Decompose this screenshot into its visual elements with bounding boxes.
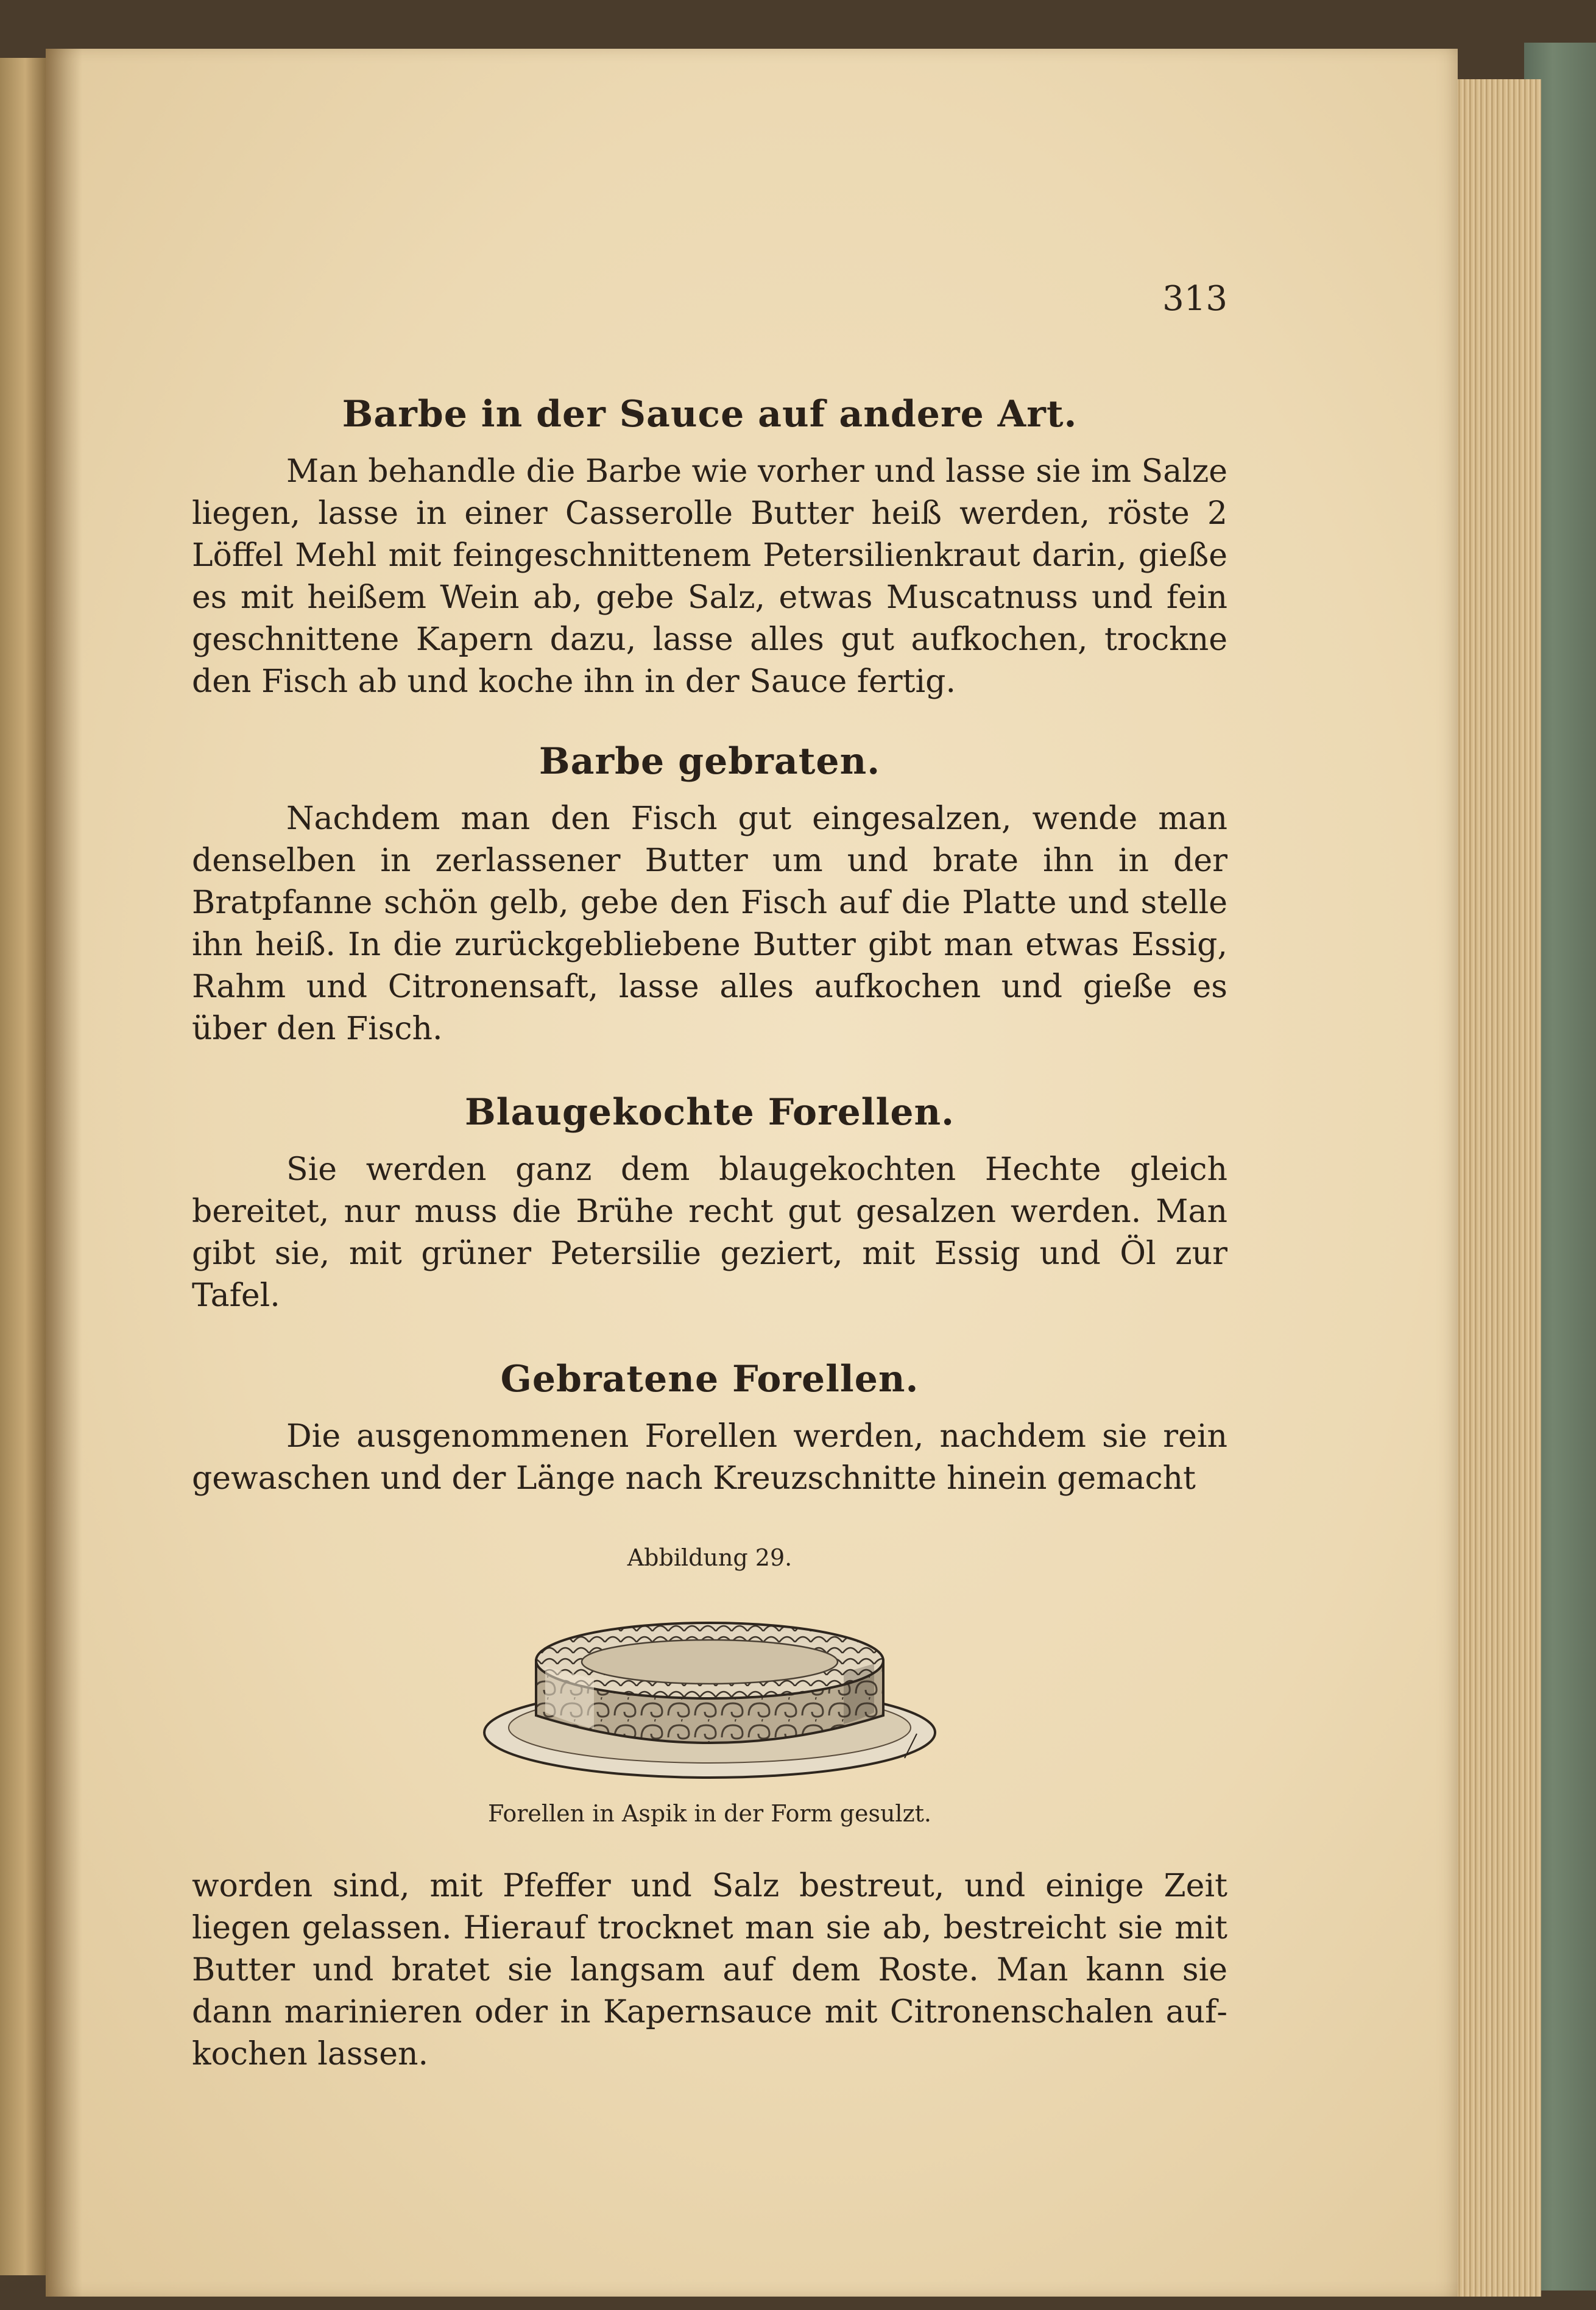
previous-page-edge — [0, 58, 46, 2275]
section-body: Die ausgenommenen Forellen werden, nachdem sie rein gewaschen und der Länge nach Kreuzschnitte hinein gemacht — [192, 1418, 1227, 1497]
page-gutter — [46, 49, 82, 2297]
page-number: 313 — [1162, 279, 1227, 319]
figure-label: Abbildung 29. — [627, 1544, 793, 1571]
section-heading: Gebratene Forellen. — [500, 1358, 919, 1400]
section-body: Man behandle die Barbe wie vorher und lasse sie im Salze liegen, lasse in einer Casserolle Butter heiß werden, röste 2 Löffel Mehl mit feingeschnittenem Petersilienkraut darin, gieße es mit heißem Wein ab, gebe Salz, etwas Muscatnuss und fein geschnittene Kapern dazu, lasse alles gut aufkochen, trockne den Fisch ab und koche ihn in der Sauce fertig. — [192, 453, 1227, 700]
book-page — [46, 49, 1458, 2297]
figure — [192, 1542, 1227, 1829]
page-text — [192, 390, 1227, 2075]
figure-caption: Forellen in Aspik in der Form gesulzt. — [488, 1800, 931, 1827]
page-edges — [1450, 79, 1541, 2297]
section-body: Sie werden ganz dem blaugekochten Hechte gleich bereitet, nur muss die Brühe recht gut gesalzen werden. Man gibt sie, mit grüner Petersilie geziert, mit Essig und Öl zur Tafel. — [192, 1151, 1227, 1314]
aspic-mold-illustration — [478, 1588, 941, 1782]
section-heading: Barbe gebraten. — [538, 740, 881, 783]
continuation-paragraph: worden sind, mit Pfeffer und Salz bestreut, und einige Zeit liegen gelassen. Hierauf trocknet man sie ab, bestreicht sie mit Butter und bratet sie langsam auf dem Roste. Man kann sie dann marinieren oder in Kapernsauce mit Citronenschalen aufkochen lassen. — [192, 1868, 1227, 2072]
section-body: Nachdem man den Fisch gut eingesalzen, wende man denselben in zerlassener Butter um und brate ihn in der Bratpfanne schön gelb, gebe den Fisch auf die Platte und stelle ihn heiß. In die zurückgebliebene Butter gibt man etwas Essig, Rahm und Citronensaft, lasse alles aufkochen und gieße es über den Fisch. — [192, 800, 1227, 1047]
section-heading: Barbe in der Sauce auf andere Art. — [342, 393, 1078, 436]
section-heading: Blaugekochte Forellen. — [464, 1091, 955, 1134]
